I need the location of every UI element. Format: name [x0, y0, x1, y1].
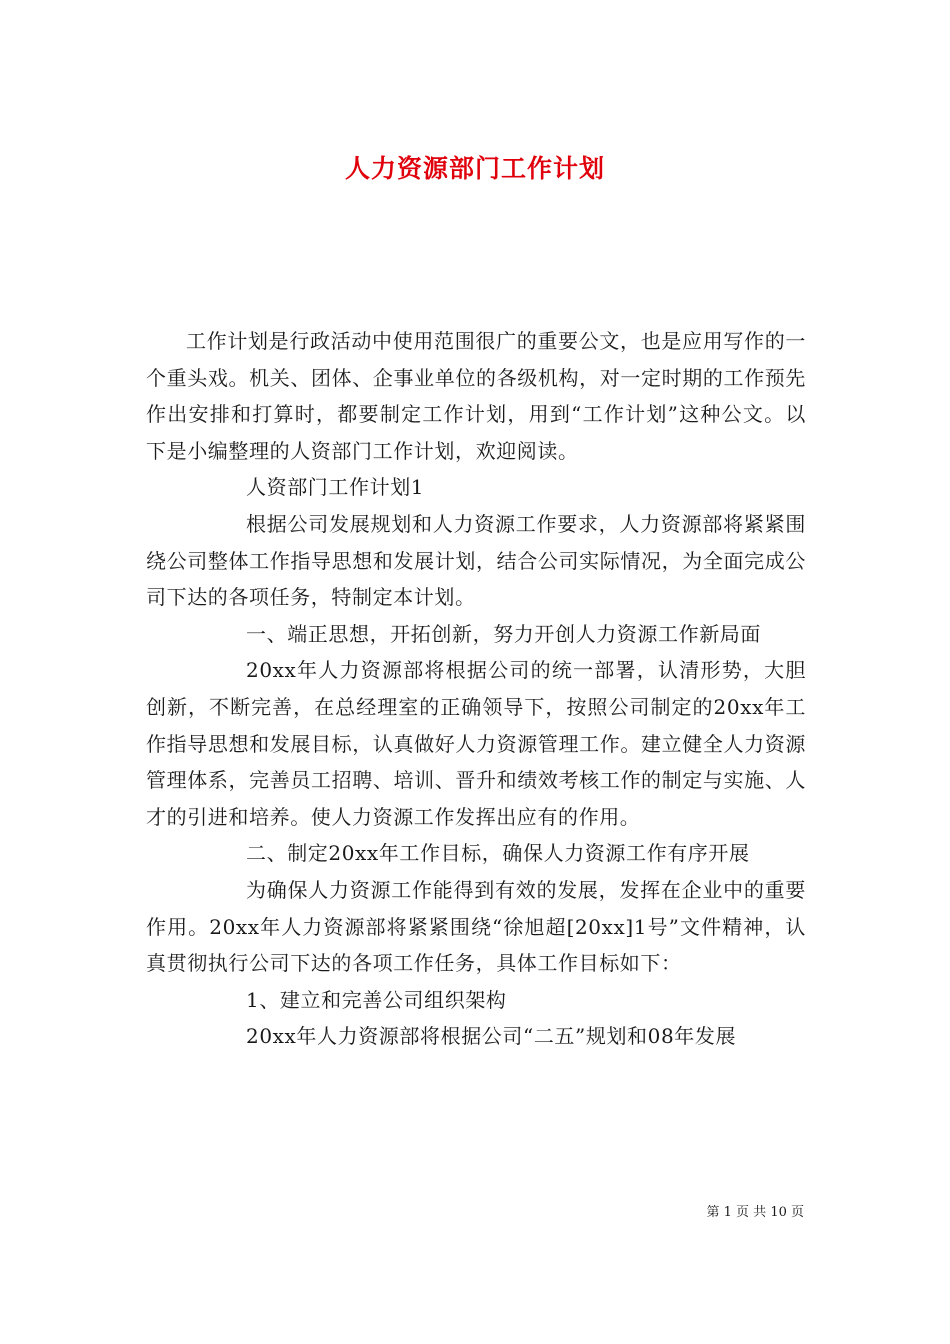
- subsection-heading-1: 1、建立和完善公司组织架构: [246, 987, 507, 1012]
- intro-paragraph: 工作计划是行政活动中使用范围很广的重要公文，也是应用写作的一个重头戏。机关、团体、企事业单位的各级机构，对一定时期的工作预先作出安排和打算时，都要制定工作计划，用到“工作计划”这种公文。以下是小编整理的人资部门工作计划，欢迎阅读。: [146, 329, 806, 463]
- section-heading-plan-1: 人资部门工作计划1: [246, 475, 425, 500]
- section-two-paragraph: 为确保人力资源工作能得到有效的发展，发挥在企业中的重要作用。20xx年人力资源部将紧紧围绕“徐旭超[20xx]1号”文件精神，认真贯彻执行公司下达的各项工作任务，具体工作目标如下：: [146, 877, 806, 976]
- plan-intro-paragraph: 根据公司发展规划和人力资源工作要求，人力资源部将紧紧围绕公司整体工作指导思想和发展计划，结合公司实际情况，为全面完成公司下达的各项任务，特制定本计划。: [146, 511, 806, 610]
- section-heading-one: 一、端正思想，开拓创新，努力开创人力资源工作新局面: [246, 621, 761, 646]
- document-body: [146, 323, 806, 1055]
- section-one-paragraph: 20xx年人力资源部将根据公司的统一部署，认清形势，大胆创新，不断完善，在总经理室的正确领导下，按照公司制定的20xx年工作指导思想和发展目标，认真做好人力资源管理工作。建立健全人力资源管理体系，完善员工招聘、培训、晋升和绩效考核工作的制定与实施、人才的引进和培养。使人力资源工作发挥出应有的作用。: [146, 658, 806, 829]
- subsection-1-paragraph: 20xx年人力资源部将根据公司“二五”规划和08年发展: [246, 1024, 737, 1049]
- page-number-footer: 第 1 页 共 10 页: [706, 1205, 804, 1220]
- page-title: 人力资源部门工作计划: [344, 153, 605, 183]
- section-heading-two: 二、制定20xx年工作目标，确保人力资源工作有序开展: [246, 841, 750, 866]
